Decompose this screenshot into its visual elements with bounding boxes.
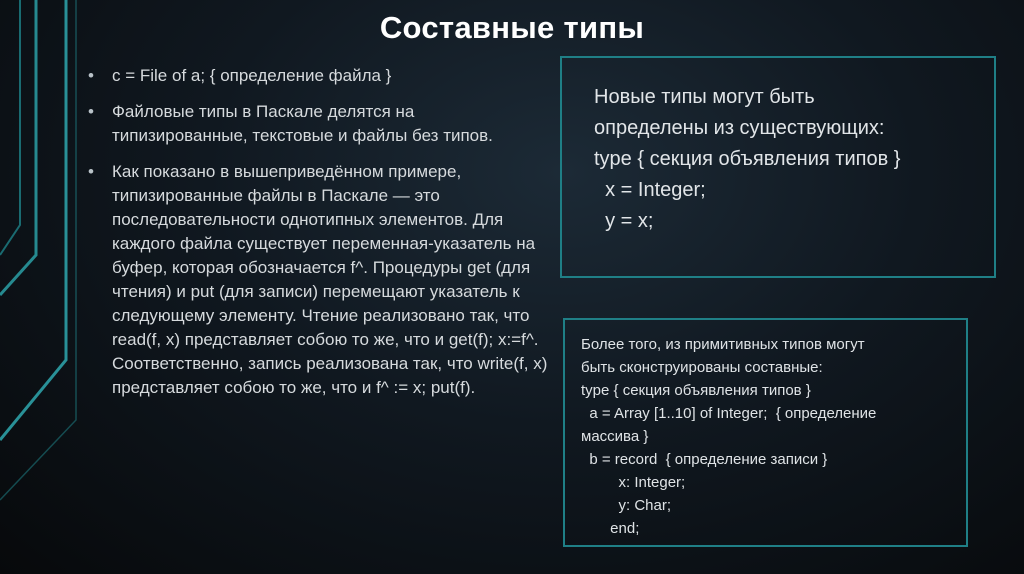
box-line: быть сконструированы составные: [581, 359, 823, 376]
box-line: y = x; [594, 210, 654, 232]
box-line: y: Char; [581, 497, 672, 514]
bullet-glyph: • [88, 66, 94, 85]
bullet-glyph: • [88, 102, 94, 121]
box-line: type { секция объявления типов } [581, 382, 811, 399]
bullet-item [88, 64, 550, 88]
bullet-text: c = File of a; { определение файла } [112, 66, 392, 85]
box-line: end; [581, 520, 640, 537]
box-line: b = record { определение записи } [581, 451, 828, 468]
box-line: Более того, из примитивных типов могут [581, 336, 865, 353]
box-line: массива } [581, 428, 649, 445]
composite-types-box [563, 318, 968, 547]
box-line: Новые типы могут быть [594, 86, 815, 108]
bullet-text: Файловые типы в Паскале делятся на типизированные, текстовые и файлы без типов. [112, 102, 493, 145]
box-line: type { секция объявления типов } [594, 148, 901, 170]
bullet-item [88, 100, 550, 148]
box-line: определены из существующих: [594, 117, 885, 139]
slide-title: Составные типы [379, 10, 645, 45]
box-line: x = Integer; [594, 179, 706, 201]
bullet-text: Как показано в вышеприведённом примере, типизированные файлы в Паскале — это последовательности однотипных элементов. Для каждого файла существует переменная-указатель на буфер, которая обозначается f^. Процедуры get (для чтения) и put (для записи) перемещают указатель к следующему элементу. Чтение реализовано так, что read(f, x) представляет собою то же, что и get(f); x:=f^. Соответственно, запись реализована так, что write(f, x) представляет собою то же, что и f^ := x; put(f). [112, 162, 548, 397]
box-line: a = Array [1..10] of Integer; { определение [581, 405, 877, 422]
decorative-lines [0, 0, 80, 574]
bullet-item [88, 160, 550, 400]
bullet-glyph: • [88, 162, 94, 181]
box-line: x: Integer; [581, 474, 686, 491]
bullet-list [88, 64, 550, 412]
new-types-box [560, 56, 996, 278]
